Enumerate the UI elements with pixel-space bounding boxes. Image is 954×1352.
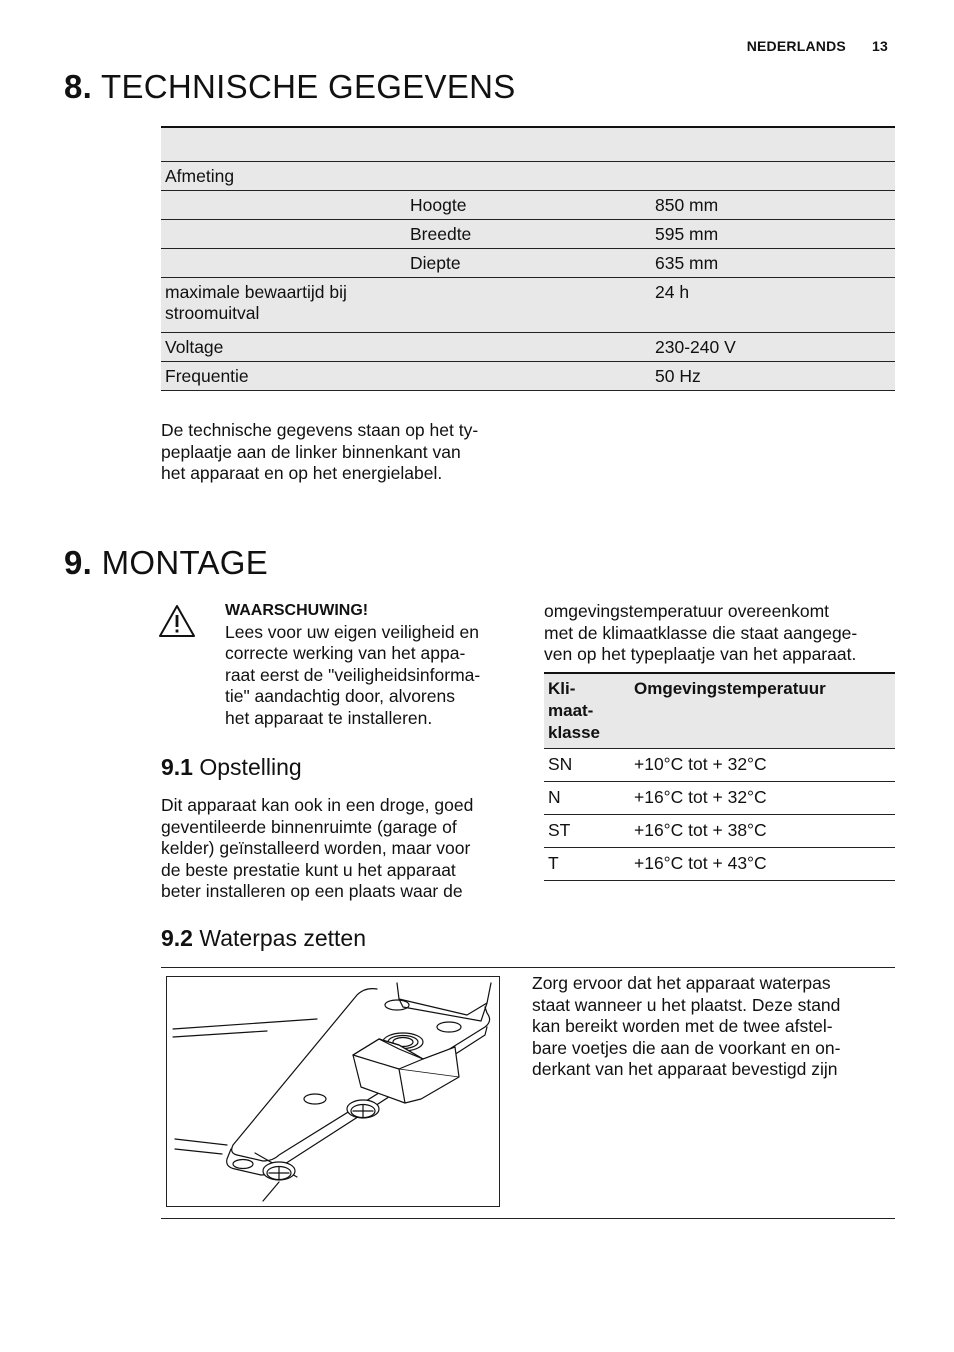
table-cell: +10°C tot + 32°C (630, 749, 895, 782)
table-cell: maximale bewaartijd bij stroomuitval (161, 278, 406, 333)
appliance-foot-drawing (167, 977, 499, 1206)
text-line: Lees voor uw eigen veiligheid en (225, 621, 479, 642)
table-cell: 595 mm (651, 220, 895, 249)
table-cell: 230-240 V (651, 333, 895, 362)
table-cell: Frequentie (161, 362, 406, 391)
table-cell (406, 362, 651, 391)
subsection-title: Opstelling (199, 754, 302, 780)
table-row (161, 333, 895, 362)
subsection-9-1-heading (161, 754, 302, 781)
section-8-heading (64, 68, 516, 106)
table-row (544, 815, 895, 848)
climate-intro-text (544, 601, 904, 666)
text-line: bare voetjes die aan de voorkant en on- (532, 1037, 841, 1058)
table-cell: 50 Hz (651, 362, 895, 391)
text-line: derkant van het apparaat bevestigd zijn (532, 1059, 838, 1079)
text-line: de beste prestatie kunt u het apparaat (161, 859, 456, 880)
text-line: De technische gegevens staan op het ty- (161, 420, 479, 440)
table-row (161, 249, 895, 278)
table-row (161, 191, 895, 220)
warning-triangle-icon (158, 603, 196, 639)
text-line: tie" aandachtig door, alvorens (225, 686, 455, 706)
table-cell: +16°C tot + 38°C (630, 815, 895, 848)
text-line: met de klimaatklasse die staat aangege- (544, 622, 858, 643)
table-cell: SN (544, 749, 630, 782)
table-cell: Afmeting (161, 162, 406, 191)
table-header-row (544, 673, 895, 749)
table-cell: Breedte (406, 220, 651, 249)
text-line: Dit apparaat kan ook in een droge, goed (161, 795, 474, 815)
table-cell: +16°C tot + 43°C (630, 848, 895, 881)
table-row (544, 749, 895, 782)
subsection-9-2-heading (161, 925, 366, 952)
language-label: NEDERLANDS (746, 38, 846, 54)
table-row (161, 162, 895, 191)
table-row (161, 220, 895, 249)
table-row (161, 362, 895, 391)
table-header-row (161, 127, 895, 162)
header-line: maat- (548, 701, 594, 720)
section-number: 8. (64, 68, 93, 105)
subsection-number: 9.1 (161, 754, 193, 780)
climate-class-table (544, 672, 895, 881)
technical-note (161, 420, 521, 485)
table-row (544, 782, 895, 815)
table-cell (406, 162, 651, 191)
table-cell: Diepte (406, 249, 651, 278)
subsection-number: 9.2 (161, 925, 193, 951)
technical-data-table (161, 126, 895, 391)
table-cell: 635 mm (651, 249, 895, 278)
section-9-heading (64, 544, 268, 582)
table-cell (161, 249, 406, 278)
divider (161, 1218, 895, 1219)
text-line: geventileerde binnenruimte (garage of (161, 816, 457, 837)
divider (161, 967, 895, 968)
table-cell: ST (544, 815, 630, 848)
text-line: het apparaat en op het energielabel. (161, 463, 443, 483)
table-cell (161, 191, 406, 220)
table-cell: T (544, 848, 630, 881)
header-line: klasse (548, 723, 600, 742)
table-cell: Hoogte (406, 191, 651, 220)
table-cell: 850 mm (651, 191, 895, 220)
subsection-title: Waterpas zetten (199, 925, 366, 951)
warning-title: WAARSCHUWING! (225, 602, 369, 619)
section-title: TECHNISCHE GEGEVENS (101, 68, 516, 105)
column-header-class (544, 673, 630, 749)
header-line: Kli- (548, 679, 576, 698)
table-cell (406, 333, 651, 362)
text-line: ven op het typeplaatje van het apparaat. (544, 644, 857, 664)
waterpas-text (532, 973, 900, 1081)
table-row (544, 848, 895, 881)
text-line: kelder) geïnstalleerd worden, maar voor (161, 838, 471, 858)
text-line: raat eerst de "veiligheidsinforma- (225, 664, 481, 685)
warning-block (225, 600, 517, 729)
section-number: 9. (64, 544, 93, 581)
text-line: omgevingstemperatuur overeenkomt (544, 601, 830, 621)
text-line: Zorg ervoor dat het apparaat waterpas (532, 973, 831, 993)
opstelling-text (161, 795, 531, 903)
text-line: beter installeren op een plaats waar de (161, 881, 463, 901)
section-title: MONTAGE (101, 544, 269, 581)
text-line: peplaatje aan de linker binnenkant van (161, 441, 461, 462)
table-cell: Voltage (161, 333, 406, 362)
text-line: kan bereikt worden met de twee afstel- (532, 1016, 833, 1036)
table-cell (406, 278, 651, 333)
leveling-foot-illustration (166, 976, 500, 1207)
table-cell: 24 h (651, 278, 895, 333)
table-cell (161, 220, 406, 249)
table-row (161, 278, 895, 333)
text-line: het apparaat te installeren. (225, 707, 433, 728)
table-cell: N (544, 782, 630, 815)
table-cell (651, 162, 895, 191)
page-number: 13 (872, 38, 888, 54)
text-line: correcte werking van het appa- (225, 643, 466, 663)
table-cell: +16°C tot + 32°C (630, 782, 895, 815)
text-line: staat wanneer u het plaatst. Deze stand (532, 994, 841, 1015)
column-header-temperature: Omgevingstemperatuur (630, 673, 895, 749)
page-header (747, 38, 888, 54)
